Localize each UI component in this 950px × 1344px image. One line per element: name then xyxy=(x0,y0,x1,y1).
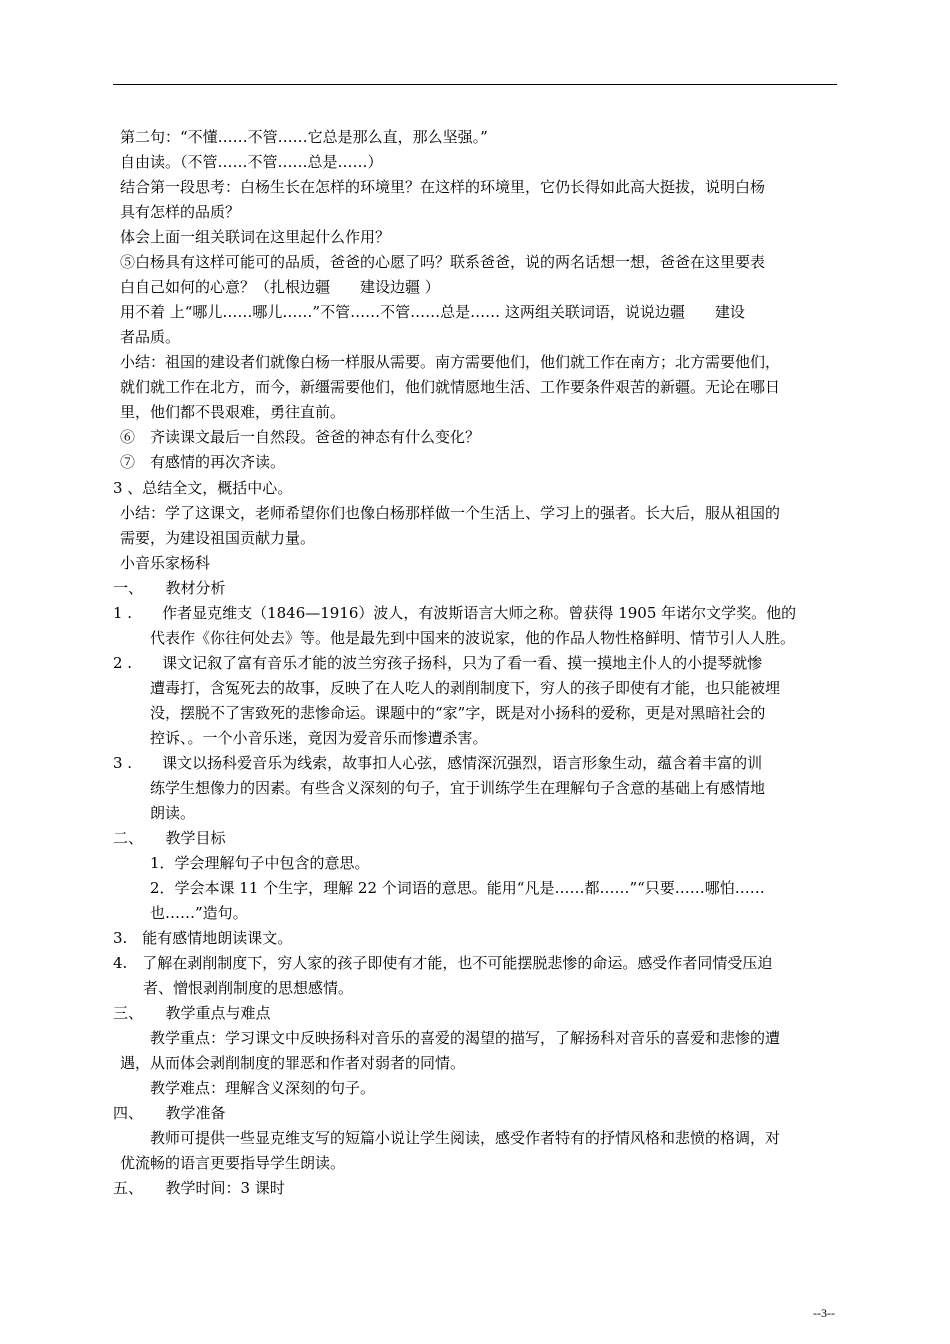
text-line: 优流畅的语言更要指导学生朗读。 xyxy=(120,1154,346,1172)
text-line: 小结：学了这课文，老师希望你们也像白杨那样做一个生活上、学习上的强者。长大后，服从祖国的 xyxy=(120,504,781,522)
text-line: 教师可提供一些显克维支写的短篇小说让学生阅读，感受作者特有的抒情风格和悲愤的格调，对 xyxy=(120,1129,781,1147)
text-line: 体会上面一组关联词在这里起什么作用？ xyxy=(120,228,391,246)
text-line: 需要，为建设祖国贡献力量。 xyxy=(120,529,316,547)
text-line: 1 . 作者显克维支（1846—1916）波人，有波斯语言大师之称。曾获得 1905 年诺尔文学奖。他的 xyxy=(113,604,797,622)
text-line: 一、 教材分析 xyxy=(113,579,226,597)
text-line: 控诉、。一个小音乐迷，竟因为爱音乐而惨遭杀害。 xyxy=(120,729,488,747)
text-line: 里，他们都不畏艰难，勇往直前。 xyxy=(120,403,346,421)
text-line: 结合第一段思考：白杨生长在怎样的环境里？在这样的环境里，它仍长得如此高大挺拔，说明白杨 xyxy=(120,178,766,196)
text-line: 五、 教学时间：3 课时 xyxy=(113,1179,285,1197)
text-line: 用不着 上“哪儿……哪儿……”不管……不管……总是…… 这两组关联词语，说说边疆 建设 xyxy=(120,303,745,321)
text-line: 2．学会本课 11 个生字，理解 22 个词语的意思。能用“凡是……都……”“只要……哪怕…… xyxy=(120,879,765,897)
text-line: 3 、总结全文，概括中心。 xyxy=(113,479,293,497)
text-line: 者、憎恨剥削制度的思想感情。 xyxy=(113,979,354,997)
text-line: 4. 了解在剥削制度下，穷人家的孩子即使有才能，也不可能摆脱悲惨的命运。感受作者同情受压迫 xyxy=(113,954,773,972)
text-line: 遇，从而体会剥削制度的罪恶和作者对弱者的同情。 xyxy=(120,1054,466,1072)
text-line: 自由读。（不管……不管……总是……） xyxy=(120,153,383,171)
text-line: 白自己如何的心意？（扎根边疆 建设边疆 ） xyxy=(120,278,440,296)
text-line: 者品质。 xyxy=(120,328,181,346)
text-line: 教学重点：学习课文中反映扬科对音乐的喜爱的渴望的描写，了解扬科对音乐的喜爱和悲惨的遭 xyxy=(120,1029,781,1047)
page-number: --3-- xyxy=(813,1306,835,1320)
text-line: 二、 教学目标 xyxy=(113,829,226,847)
text-line: ⑦ 有感情的再次齐读。 xyxy=(120,453,286,471)
text-line: 2 . 课文记叙了富有音乐才能的波兰穷孩子扬科，只为了看一看、摸一摸地主仆人的小提琴就惨 xyxy=(113,654,763,672)
text-line: 教学难点：理解含义深刻的句子。 xyxy=(120,1079,376,1097)
text-line: 第二句：“不懂……不管……它总是那么直，那么坚强。” xyxy=(120,128,488,146)
text-line: 没，摆脱不了害致死的悲惨命运。课题中的“家”字，既是对小扬科的爱称，更是对黑暗社会的 xyxy=(120,704,766,722)
text-line: 朗读。 xyxy=(120,804,196,822)
text-line: 遭毒打，含冤死去的故事，反映了在人吃人的剥削制度下，穷人的孩子即使有才能，也只能被埋 xyxy=(120,679,781,697)
text-line: 小音乐家杨科 xyxy=(120,554,211,572)
text-line: 3. 能有感情地朗读课文。 xyxy=(113,929,293,947)
header-rule xyxy=(113,84,837,85)
text-line: 3 . 课文以扬科爱音乐为线索，故事扣人心弦，感情深沉强烈，语言形象生动，蕴含着丰富的训 xyxy=(113,754,763,772)
text-line: 具有怎样的品质？ xyxy=(120,203,241,221)
text-line: 练学生想像力的因素。有些含义深刻的句子，宜于训练学生在理解句子含意的基础上有感情地 xyxy=(120,779,766,797)
text-line: 1．学会理解句子中包含的意思。 xyxy=(120,854,370,872)
text-line: 也……”造句。 xyxy=(120,904,248,922)
text-line: ⑥ 齐读课文最后一自然段。爸爸的神态有什么变化？ xyxy=(120,428,481,446)
text-line: ⑤白杨具有这样可能可的品质，爸爸的心愿了吗？联系爸爸，说的两名话想一想，爸爸在这里要表 xyxy=(120,253,766,271)
text-line: 三、 教学重点与难点 xyxy=(113,1004,271,1022)
text-line: 就们就工作在北方，而今，新缰需要他们，他们就情愿地生活、工作要条件艰苦的新疆。无论在哪日 xyxy=(120,378,781,396)
text-line: 小结：祖国的建设者们就像白杨一样服从需要。南方需要他们，他们就工作在南方；北方需要他们， xyxy=(120,353,781,371)
text-line: 四、 教学准备 xyxy=(113,1104,226,1122)
text-line: 代表作《你往何处去》等。他是最先到中国来的波说家，他的作品人物性格鲜明、情节引人人胜。 xyxy=(120,629,796,647)
